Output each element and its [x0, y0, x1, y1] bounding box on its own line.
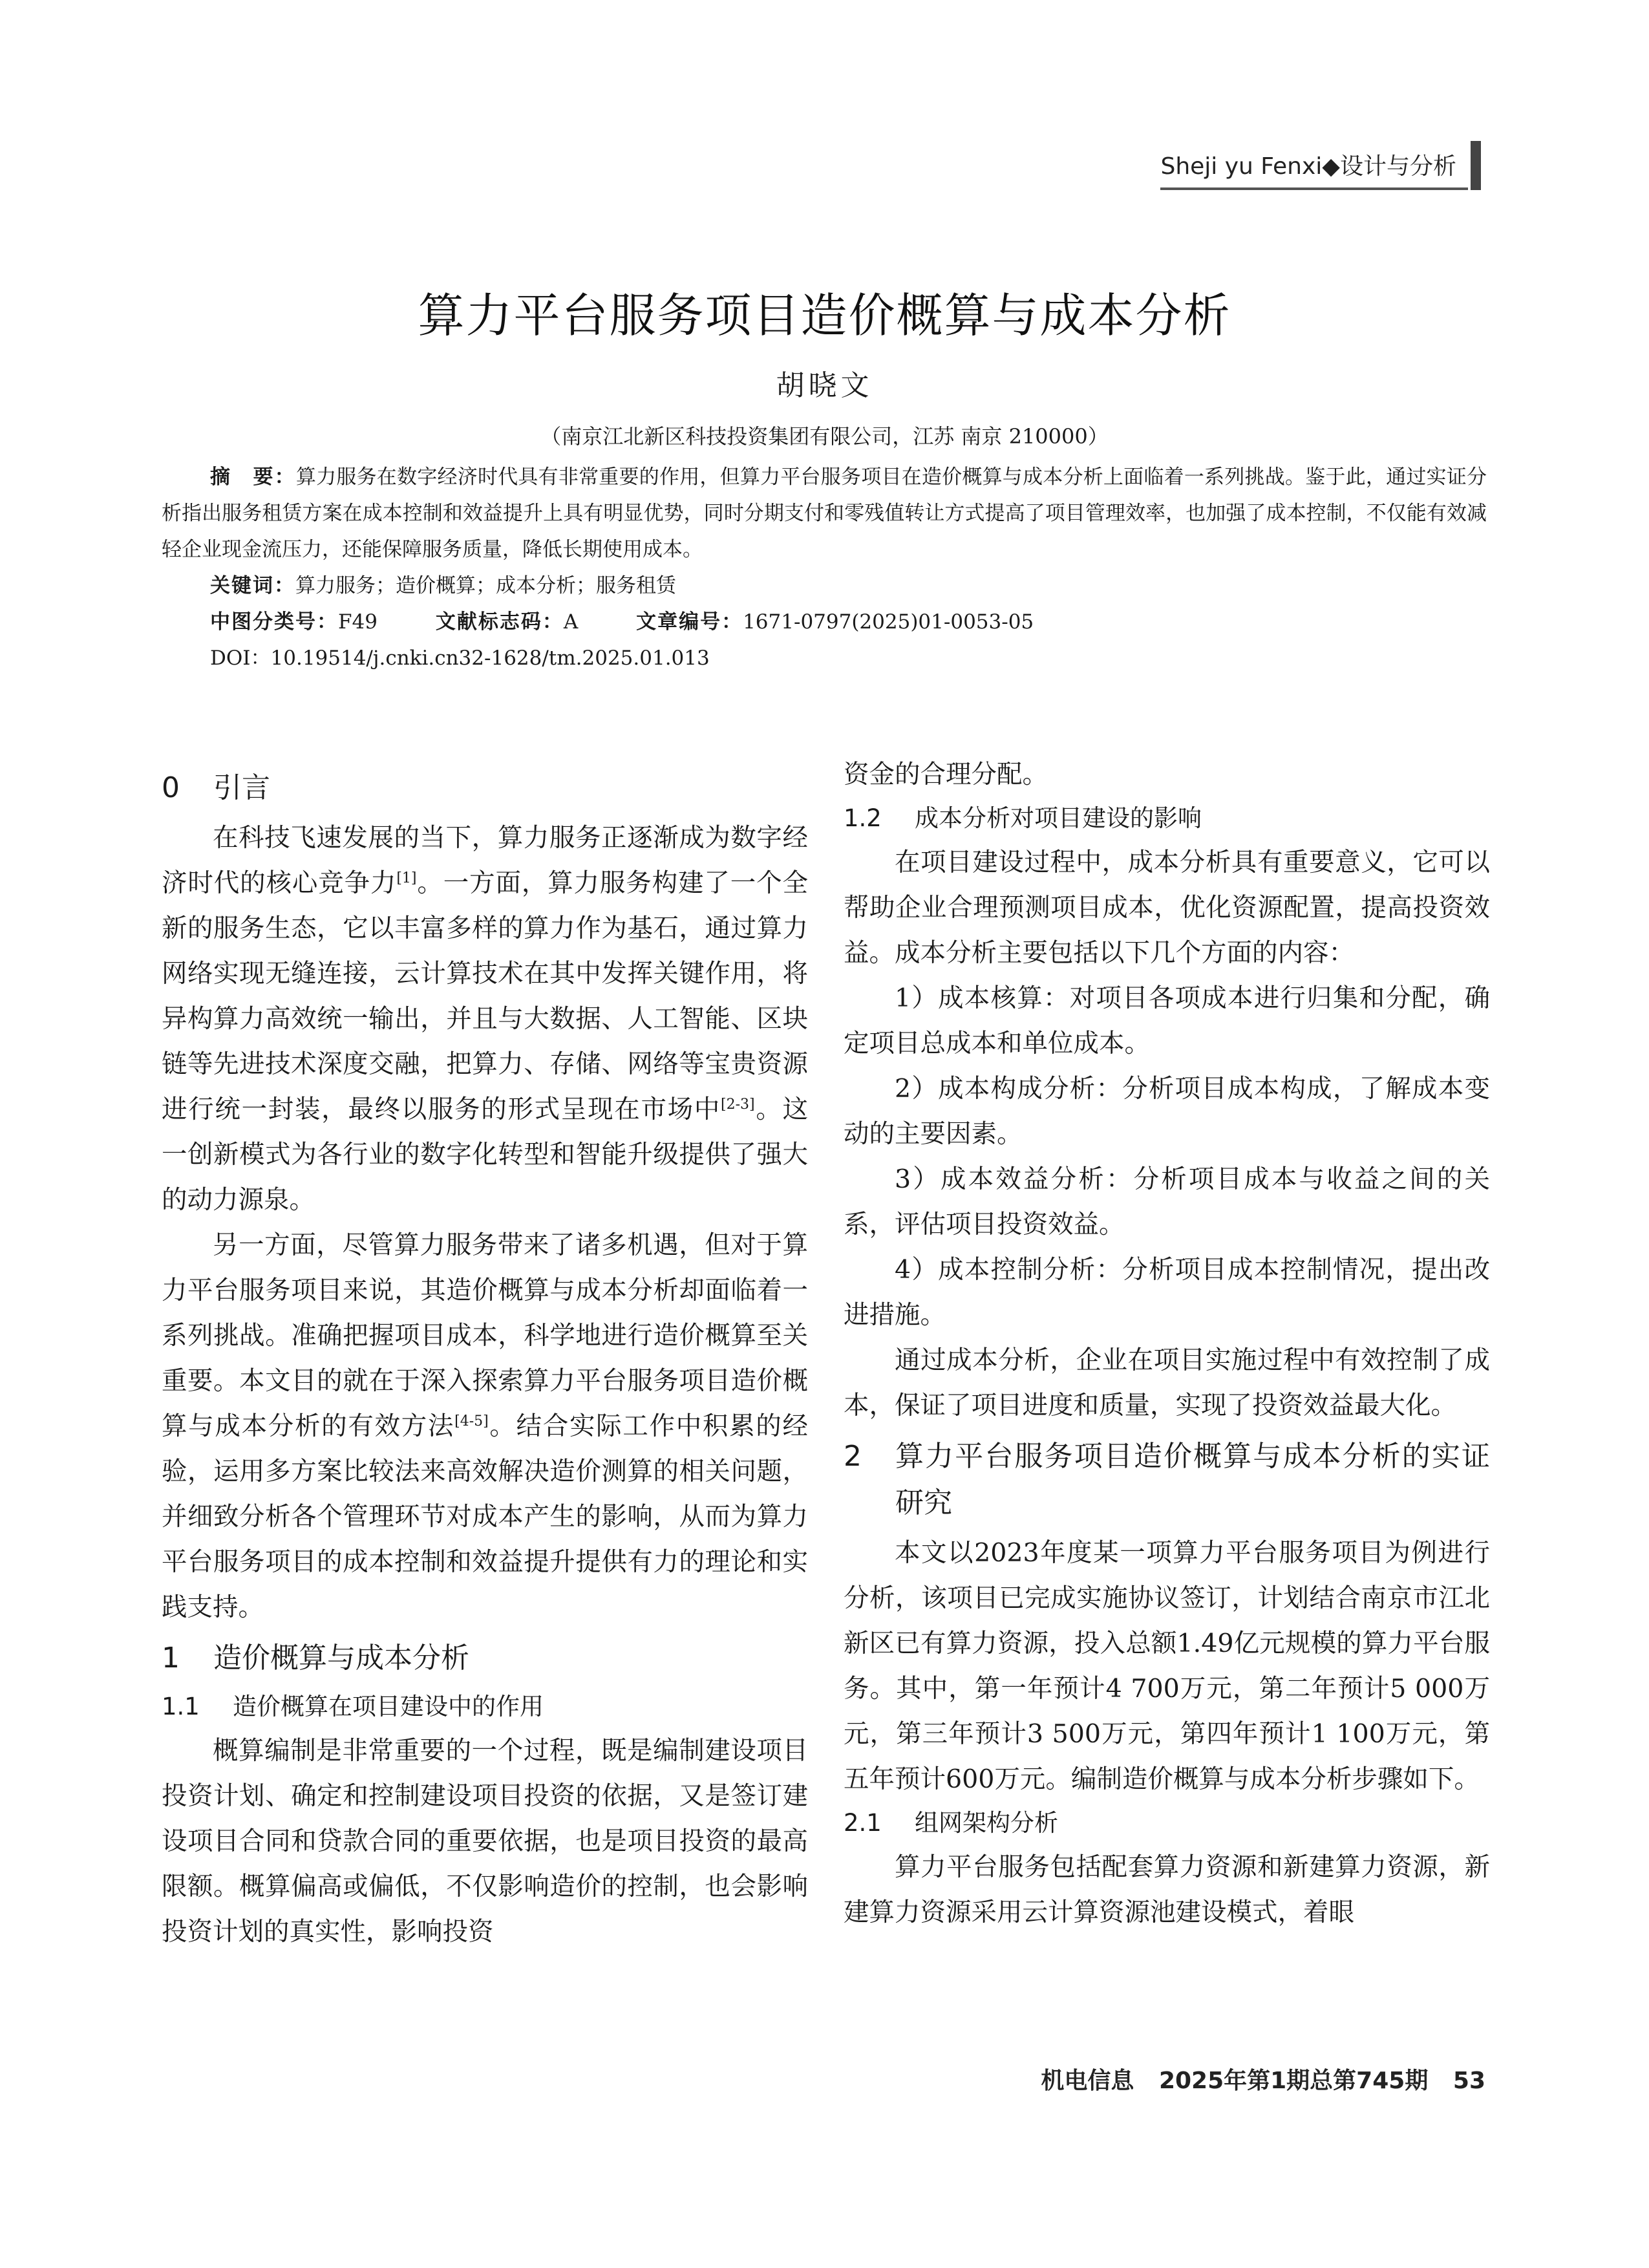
list-item: 3）成本效益分析：分析项目成本与收益之间的关系，评估项目投资效益。 — [844, 1164, 1490, 1239]
list-item: 4）成本控制分析：分析项目成本控制情况，提出改进措施。 — [844, 1255, 1490, 1330]
article-author: 胡晓文 — [776, 369, 873, 402]
clc-label: 中图分类号： — [210, 610, 338, 634]
citation: [2-3] — [721, 1096, 755, 1113]
running-head-bar — [1471, 141, 1481, 190]
paragraph: 在项目建设过程中，成本分析具有重要意义，它可以帮助企业合理预测项目成本，优化资源配置，提高投资效益。成本分析主要包括以下几个方面的内容： — [844, 848, 1490, 968]
section-2-number: 2 — [844, 1440, 862, 1473]
section-1-2-title: 成本分析对项目建设的影响 — [915, 804, 1202, 832]
paragraph-continued: 资金的合理分配。 — [844, 760, 1048, 789]
doi-line — [162, 640, 1487, 676]
article-meta — [162, 459, 1487, 676]
left-column — [162, 760, 808, 1954]
section-2-heading — [844, 1433, 1490, 1526]
citation: [1] — [396, 870, 417, 886]
paragraph: 通过成本分析，企业在项目实施过程中有效控制了成本，保证了项目进度和质量，实现了投资效益最大化。 — [844, 1345, 1490, 1420]
doi-label: DOI： — [210, 647, 271, 670]
section-1-2-number: 1.2 — [844, 804, 882, 832]
abstract-label: 摘 要： — [210, 465, 296, 489]
article-title: 算力平台服务项目造价概算与成本分析 — [418, 288, 1231, 343]
page-footer — [1024, 2062, 1485, 2095]
paragraph: 本文以2023年度某一项算力平台服务项目为例进行分析，该项目已完成实施协议签订，计划结合南京市江北新区已有算力资源，投入总额1.49亿元规模的算力平台服务。其中，第一年预计4 700万元，第二年预计5 000万元，第三年预计3 500万元，第四年预计1 100万元，第五年预计600万元。编制造价概算与成本分析步骤如下。 — [844, 1538, 1490, 1794]
article-affiliation: （南京江北新区科技投资集团有限公司，江苏 南京 210000） — [540, 424, 1109, 449]
section-1-1-heading — [162, 1685, 808, 1728]
section-2-1-heading — [844, 1802, 1490, 1845]
clc-value: F49 — [338, 610, 378, 634]
keywords-text: 算力服务；造价概算；成本分析；服务租赁 — [295, 574, 676, 597]
citation: [4-5] — [454, 1413, 489, 1429]
section-1-2-heading — [844, 797, 1490, 840]
section-2-title: 算力平台服务项目造价概算与成本分析的实证研究 — [895, 1440, 1490, 1519]
article-no-label: 文章编号： — [636, 610, 743, 634]
section-2-1-title: 组网架构分析 — [915, 1809, 1058, 1837]
doc-code-value: A — [563, 610, 579, 634]
section-2-1-number: 2.1 — [844, 1809, 882, 1837]
section-1-number: 1 — [162, 1642, 180, 1674]
running-head — [1160, 141, 1481, 190]
paragraph: 另一方面，尽管算力服务带来了诸多机遇，但对于算力平台服务项目来说，其造价概算与成本分析却面临着一系列挑战。准确把握项目成本，科学地进行造价概算至关重要。本文目的就在于深入探索算力平台服务项目造价概算与成本分析的有效方法[4-5]。结合实际工作中积累的经验，运用多方案比较法来高效解决造价测算的相关问题，并细致分析各个管理环节对成本产生的影响，从而为算力平台服务项目的成本控制和效益提升提供有力的理论和实践支持。 — [162, 1230, 809, 1622]
abstract-text: 算力服务在数字经济时代具有非常重要的作用，但算力平台服务项目在造价概算与成本分析上面临着一系列挑战。鉴于此，通过实证分析指出服务租赁方案在成本控制和效益提升上具有明显优势，同时分期支付和零残值转让方式提高了项目管理效率，也加强了成本控制，不仅能有效减轻企业现金流压力，还能保障服务质量，降低长期使用成本。 — [162, 465, 1487, 561]
doi-value: 10.19514/j.cnki.cn32-1628/tm.2025.01.013 — [270, 647, 710, 670]
section-1-1-title: 造价概算在项目建设中的作用 — [233, 1693, 544, 1720]
section-1-1-number: 1.1 — [162, 1693, 200, 1720]
article-no-value: 1671-0797(2025)01-0053-05 — [743, 610, 1034, 634]
section-0-number: 0 — [162, 771, 180, 804]
paragraph: 概算编制是非常重要的一个过程，既是编制建设项目投资计划、确定和控制建设项目投资的依据，又是签订建设项目合同和贷款合同的重要依据，也是项目投资的最高限额。概算偏高或偏低，不仅影响造价的控制，也会影响投资计划的真实性，影响投资 — [162, 1736, 808, 1947]
list-item: 2）成本构成分析：分析项目成本构成，了解成本变动的主要因素。 — [844, 1074, 1490, 1149]
footer-journal: 机电信息 — [1041, 2068, 1134, 2094]
keywords-label: 关键词： — [210, 574, 295, 597]
keywords — [162, 568, 1487, 604]
abstract — [162, 459, 1487, 568]
paragraph: 算力平台服务包括配套算力资源和新建算力资源，新建算力资源采用云计算资源池建设模式，着眼 — [844, 1852, 1490, 1927]
paragraph: 在科技飞速发展的当下，算力服务正逐渐成为数字经济时代的核心竞争力[1]。一方面，算力服务构建了一个全新的服务生态，它以丰富多样的算力作为基石，通过算力网络实现无缝连接，云计算技术在其中发挥关键作用，将异构算力高效统一输出，并且与大数据、人工智能、区块链等先进技术深度交融，把算力、存储、网络等宝贵资源进行统一封装，最终以服务的形式呈现在市场中[2-3]。这一创新模式为各行业的数字化转型和智能升级提供了强大的动力源泉。 — [162, 823, 809, 1215]
footer-issue: 2025年第1期总第745期 — [1158, 2068, 1429, 2094]
classification-line — [162, 604, 1487, 640]
doc-code-label: 文献标志码： — [435, 610, 564, 634]
section-1-heading — [162, 1635, 808, 1682]
page-number: 53 — [1452, 2068, 1485, 2094]
right-column — [844, 752, 1490, 1935]
section-1-title: 造价概算与成本分析 — [213, 1642, 469, 1674]
section-0-heading — [162, 765, 808, 811]
running-head-text: Sheji yu Fenxi◆设计与分析 — [1160, 148, 1468, 190]
section-0-title: 引言 — [213, 771, 270, 804]
list-item: 1）成本核算：对项目各项成本进行归集和分配，确定项目总成本和单位成本。 — [844, 983, 1490, 1058]
